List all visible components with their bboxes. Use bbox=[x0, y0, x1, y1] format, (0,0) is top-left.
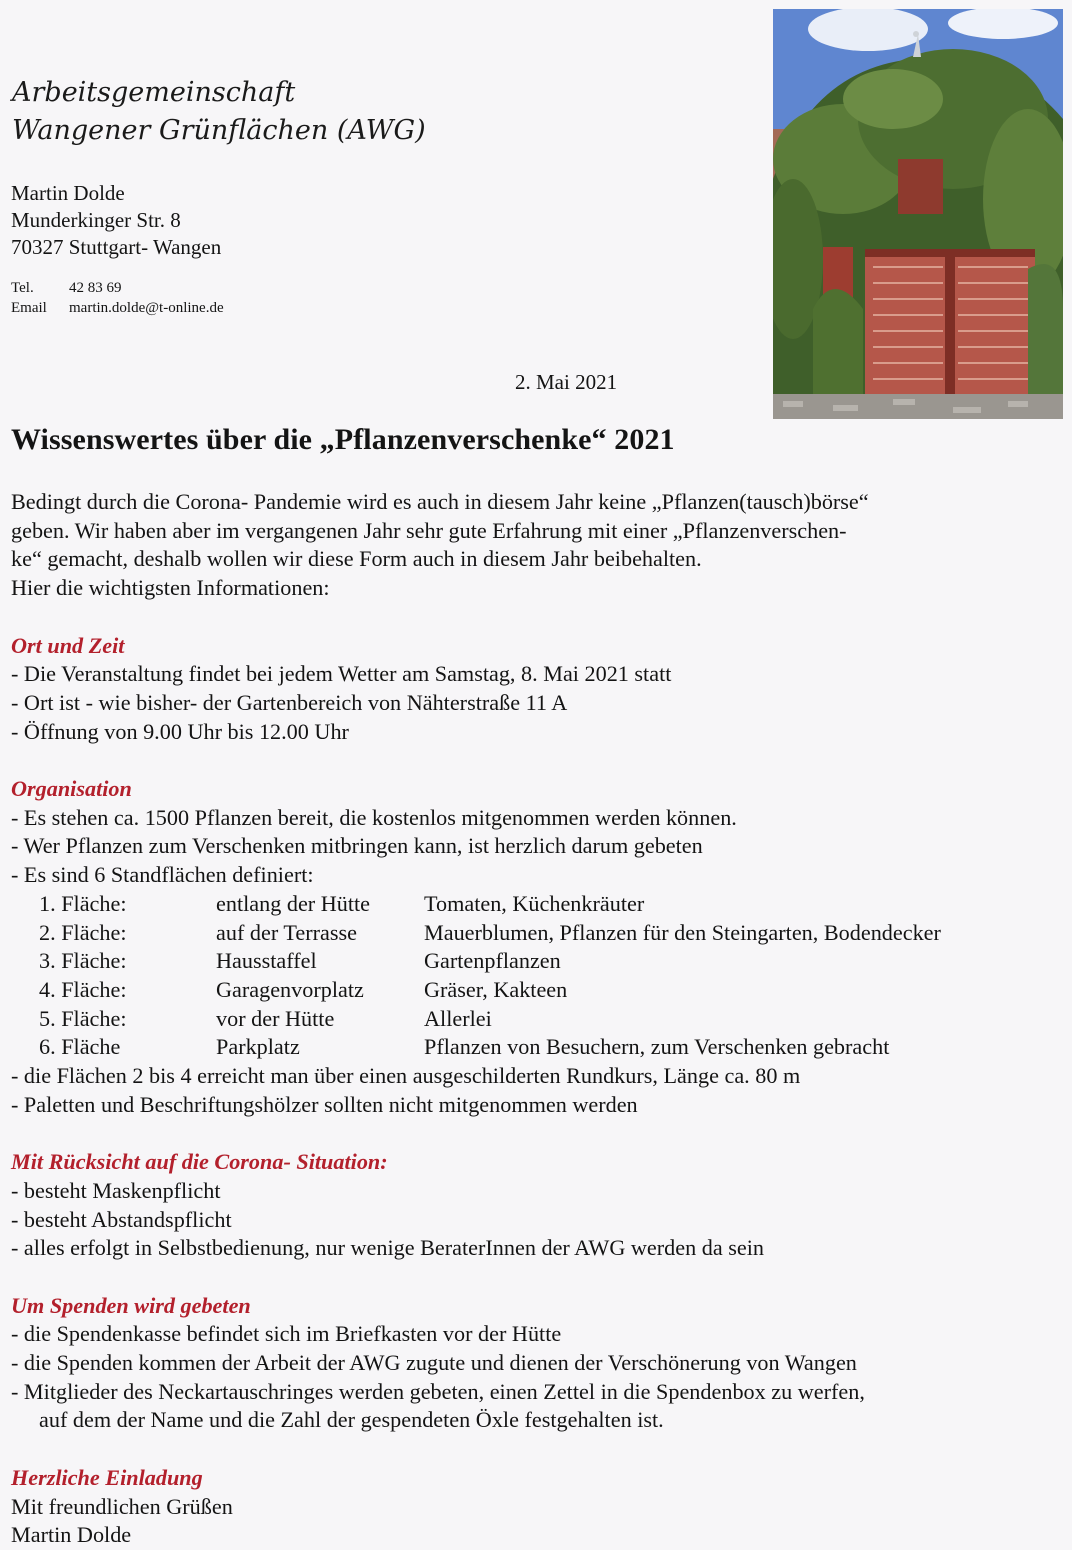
list-item: - Mitglieder des Neckartauschringes werden gebeten, einen Zettel in die Spendenbox zu werfen, bbox=[11, 1378, 865, 1404]
section-organisation bbox=[11, 775, 1061, 1119]
sender-street: Munderkinger Str. 8 bbox=[11, 208, 181, 232]
list-item: - alles erfolgt in Selbstbedienung, nur wenige BeraterInnen der AWG werden da sein bbox=[11, 1235, 764, 1261]
area-location: vor der Hütte bbox=[216, 1005, 335, 1031]
email-address: martin.dolde@t-online.de bbox=[69, 300, 224, 316]
table-row bbox=[11, 1005, 1061, 1034]
list-item: - die Spenden kommen der Arbeit der AWG zugute und dienen der Verschönerung von Wangen bbox=[11, 1350, 857, 1376]
area-number: 3. Fläche: bbox=[39, 948, 127, 974]
list-item: - Wer Pflanzen zum Verschenken mitbringen kann, ist herzlich darum gebeten bbox=[11, 833, 703, 859]
signature: Martin Dolde bbox=[11, 1522, 132, 1548]
table-row bbox=[11, 947, 1061, 976]
sender-address bbox=[11, 180, 221, 261]
table-row bbox=[11, 919, 1061, 948]
tel-label: Tel. bbox=[11, 280, 34, 296]
section-heading: Um Spenden wird gebeten bbox=[11, 1292, 251, 1318]
area-number: 4. Fläche: bbox=[39, 976, 127, 1002]
section-ort-und-zeit bbox=[11, 632, 1061, 747]
closing bbox=[11, 1464, 1061, 1550]
area-plants: Pflanzen von Besuchern, zum Verschenken gebracht bbox=[424, 1034, 890, 1060]
area-location: Hausstaffel bbox=[216, 948, 317, 974]
section-heading: Ort und Zeit bbox=[11, 632, 125, 658]
table-row bbox=[11, 1033, 1061, 1062]
area-location: entlang der Hütte bbox=[216, 890, 371, 916]
intro-line: geben. Wir haben aber im vergangenen Jahr sehr gute Erfahrung mit einer „Pflanzenverschen- bbox=[11, 517, 847, 543]
intro-paragraph bbox=[11, 488, 1061, 603]
list-item: - Es stehen ca. 1500 Pflanzen bereit, die kostenlos mitgenommen werden können. bbox=[11, 804, 737, 830]
area-location: auf der Terrasse bbox=[216, 919, 357, 945]
intro-line: Bedingt durch die Corona- Pandemie wird es auch in diesem Jahr keine „Pflanzen(tausch)börse“ bbox=[11, 489, 869, 514]
areas-table bbox=[11, 890, 1061, 1062]
list-item: - Ort ist - wie bisher- der Gartenbereich von Nähterstraße 11 A bbox=[11, 689, 568, 715]
section-heading: Mit Rücksicht auf die Corona- Situation: bbox=[11, 1149, 388, 1175]
area-location: Garagenvorplatz bbox=[216, 976, 364, 1002]
area-plants: Tomaten, Küchenkräuter bbox=[424, 890, 645, 916]
intro-line: ke“ gemacht, deshalb wollen wir diese Form auch in diesem Jahr beibehalten. bbox=[11, 546, 702, 572]
greeting: Mit freundlichen Grüßen bbox=[11, 1493, 233, 1519]
tel-number: 42 83 69 bbox=[69, 280, 122, 296]
area-plants: Gräser, Kakteen bbox=[424, 976, 568, 1002]
sender-name: Martin Dolde bbox=[11, 181, 125, 205]
letter-body bbox=[11, 488, 1061, 1550]
org-line-2: Wangener Grünflächen (AWG) bbox=[12, 115, 426, 146]
email-label: Email bbox=[11, 300, 47, 316]
document-title: Wissenswertes über die „Pflanzenverschenke“ 2021 bbox=[11, 423, 675, 456]
list-item: - besteht Abstandspflicht bbox=[11, 1206, 232, 1232]
area-number: 2. Fläche: bbox=[39, 919, 127, 945]
list-item: - die Spendenkasse befindet sich im Briefkasten vor der Hütte bbox=[11, 1321, 562, 1347]
closing-heading: Herzliche Einladung bbox=[11, 1464, 203, 1490]
section-spenden bbox=[11, 1292, 1061, 1436]
area-location: Parkplatz bbox=[216, 1034, 300, 1060]
section-heading: Organisation bbox=[11, 776, 132, 801]
list-item: - die Flächen 2 bis 4 erreicht man über einen ausgeschilderten Rundkurs, Länge ca. 80 m bbox=[11, 1063, 801, 1089]
area-number: 1. Fläche: bbox=[39, 890, 127, 916]
organization-name bbox=[12, 74, 426, 150]
area-number: 5. Fläche: bbox=[39, 1005, 127, 1031]
org-line-1: Arbeitsgemeinschaft bbox=[12, 77, 296, 108]
sender-city: 70327 Stuttgart- Wangen bbox=[11, 235, 222, 259]
table-row bbox=[11, 890, 1061, 919]
list-item: - Es sind 6 Standflächen definiert: bbox=[11, 862, 314, 888]
list-item: - Öffnung von 9.00 Uhr bis 12.00 Uhr bbox=[11, 718, 349, 744]
letter-date: 2. Mai 2021 bbox=[515, 370, 618, 394]
area-number: 6. Fläche bbox=[39, 1034, 121, 1060]
list-item: - besteht Maskenpflicht bbox=[11, 1177, 221, 1203]
section-corona bbox=[11, 1148, 1061, 1263]
list-item: - Paletten und Beschriftungshölzer sollten nicht mitgenommen werden bbox=[11, 1091, 638, 1117]
list-item-continuation: auf dem der Name und die Zahl der gespendeten Öxle festgehalten ist. bbox=[39, 1407, 664, 1433]
list-item: - Die Veranstaltung findet bei jedem Wetter am Samstag, 8. Mai 2021 statt bbox=[11, 661, 672, 687]
table-row bbox=[11, 976, 1061, 1005]
area-plants: Gartenpflanzen bbox=[424, 948, 561, 974]
area-plants: Allerlei bbox=[424, 1005, 492, 1031]
contact-info bbox=[11, 278, 224, 318]
garden-shed-photo bbox=[773, 9, 1063, 419]
intro-line: Hier die wichtigsten Informationen: bbox=[11, 575, 330, 601]
area-plants: Mauerblumen, Pflanzen für den Steingarten, Bodendecker bbox=[424, 919, 941, 945]
